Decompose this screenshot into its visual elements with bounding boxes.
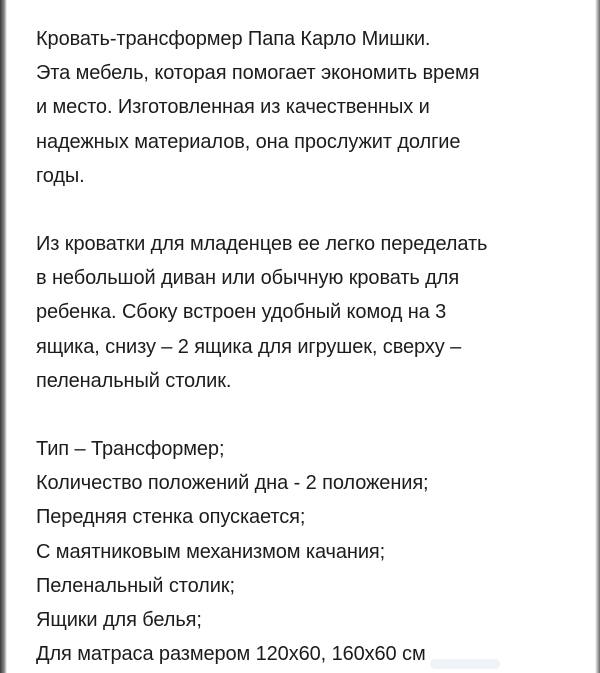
spec-item-front-wall: Передняя стенка опускается; <box>36 506 306 529</box>
text-line: Эта мебель, которая помогает экономить время <box>36 62 480 85</box>
intro-paragraph <box>36 22 576 193</box>
faint-watermark <box>430 659 500 669</box>
text-line: ребенка. Сбоку встроен удобный комод на 3 <box>36 301 447 324</box>
text-line: в небольшой диван или обычную кровать для <box>36 267 460 290</box>
text-line: Из кроватки для младенцев ее легко переделать <box>36 233 488 256</box>
spec-item-type: Тип – Трансформер; <box>36 438 225 461</box>
paragraph-spacer <box>36 193 576 227</box>
text-line: и место. Изготовленная из качественных и <box>36 96 430 119</box>
left-edge-shadow <box>0 0 7 673</box>
spec-item-drawers: Ящики для белья; <box>36 609 202 632</box>
paragraph-spacer <box>36 398 576 432</box>
product-description <box>36 22 576 671</box>
spec-item-bottom-positions: Количество положений дна - 2 положения; <box>36 472 429 495</box>
spec-item-pendulum: С маятниковым механизмом качания; <box>36 540 386 563</box>
text-line: Кровать-трансформер Папа Карло Мишки. <box>36 28 431 50</box>
text-line: ящика, снизу – 2 ящика для игрушек, сверху – <box>36 335 462 358</box>
text-line: годы. <box>36 164 85 187</box>
conversion-paragraph <box>36 227 576 398</box>
text-line: пеленальный столик. <box>36 369 232 392</box>
specs-list <box>36 432 576 671</box>
spec-item-changing-table: Пеленальный столик; <box>36 574 235 597</box>
text-line: надежных материалов, она прослужит долгие <box>36 130 461 153</box>
spec-item-mattress-size: Для матраса размером 120х60, 160х60 см <box>36 643 426 666</box>
right-edge-shadow <box>595 0 600 673</box>
